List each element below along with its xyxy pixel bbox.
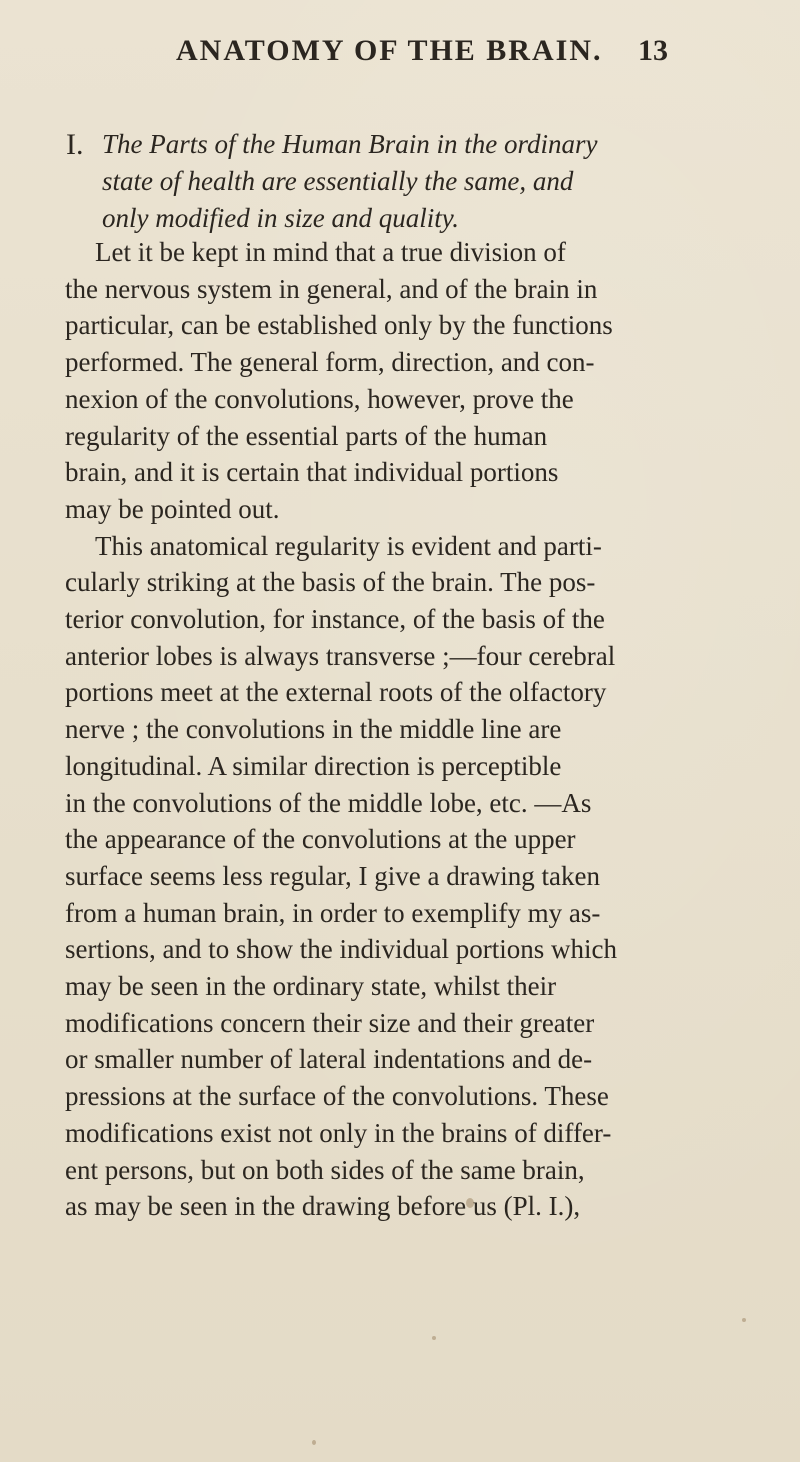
text-line: may be pointed out.	[65, 493, 280, 524]
text-line: surface seems less regular, I give a drawing taken	[65, 860, 600, 891]
paper-foxing-spot	[466, 1198, 474, 1208]
running-head	[0, 34, 800, 74]
proposition-line: The Parts of the Human Brain in the ordinary	[102, 129, 598, 159]
text-line: sertions, and to show the individual portions which	[65, 934, 617, 965]
text-line: terior convolution, for instance, of the basis of the	[65, 604, 605, 635]
text-line: modifications concern their size and their greater	[65, 1007, 595, 1038]
text-line: in the convolutions of the middle lobe, etc. —As	[65, 787, 592, 818]
paper-foxing-spot	[312, 1440, 316, 1445]
text-line: ent persons, but on both sides of the same brain,	[65, 1154, 585, 1185]
text-line: as may be seen in the drawing before us (Pl. I.),	[65, 1191, 581, 1222]
text-line: nerve ; the convolutions in the middle line are	[65, 714, 562, 745]
text-line: or smaller number of lateral indentations and de-	[65, 1044, 593, 1075]
text-line: brain, and it is certain that individual portions	[65, 457, 559, 488]
proposition	[66, 126, 756, 237]
text-line: regularity of the essential parts of the human	[65, 420, 548, 451]
text-line: nexion of the convolutions, however, prove the	[65, 383, 574, 414]
text-line: pressions at the surface of the convolutions. These	[65, 1081, 609, 1112]
text-line: anterior lobes is always transverse ;—four cerebral	[65, 640, 616, 671]
text-line: Let it be kept in mind that a true division of	[95, 237, 566, 267]
text-line: may be seen in the ordinary state, whilst their	[65, 971, 557, 1002]
body-text	[65, 234, 755, 1225]
text-line: particular, can be established only by the functions	[65, 310, 613, 341]
text-line: This anatomical regularity is evident and parti-	[95, 530, 602, 561]
text-line: from a human brain, in order to exemplify my as-	[65, 897, 601, 928]
paper-foxing-spot	[742, 1318, 746, 1322]
text-line: portions meet at the external roots of the olfactory	[65, 677, 607, 708]
text-line: the appearance of the convolutions at the upper	[65, 824, 576, 855]
proposition-number: I.	[66, 128, 84, 161]
text-line: modifications exist not only in the brains of differ-	[65, 1117, 612, 1148]
running-title: ANATOMY OF THE BRAIN.	[176, 34, 603, 67]
paper-foxing-spot	[432, 1336, 436, 1340]
text-line: longitudinal. A similar direction is perceptible	[65, 750, 562, 781]
page-number: 13	[638, 34, 668, 67]
proposition-line: state of health are essentially the same, and	[102, 166, 574, 196]
text-line: the nervous system in general, and of the brain in	[65, 273, 598, 304]
text-line: cularly striking at the basis of the brain. The pos-	[65, 567, 596, 598]
proposition-line: only modified in size and quality.	[102, 203, 459, 233]
text-line: performed. The general form, direction, and con-	[65, 347, 595, 378]
